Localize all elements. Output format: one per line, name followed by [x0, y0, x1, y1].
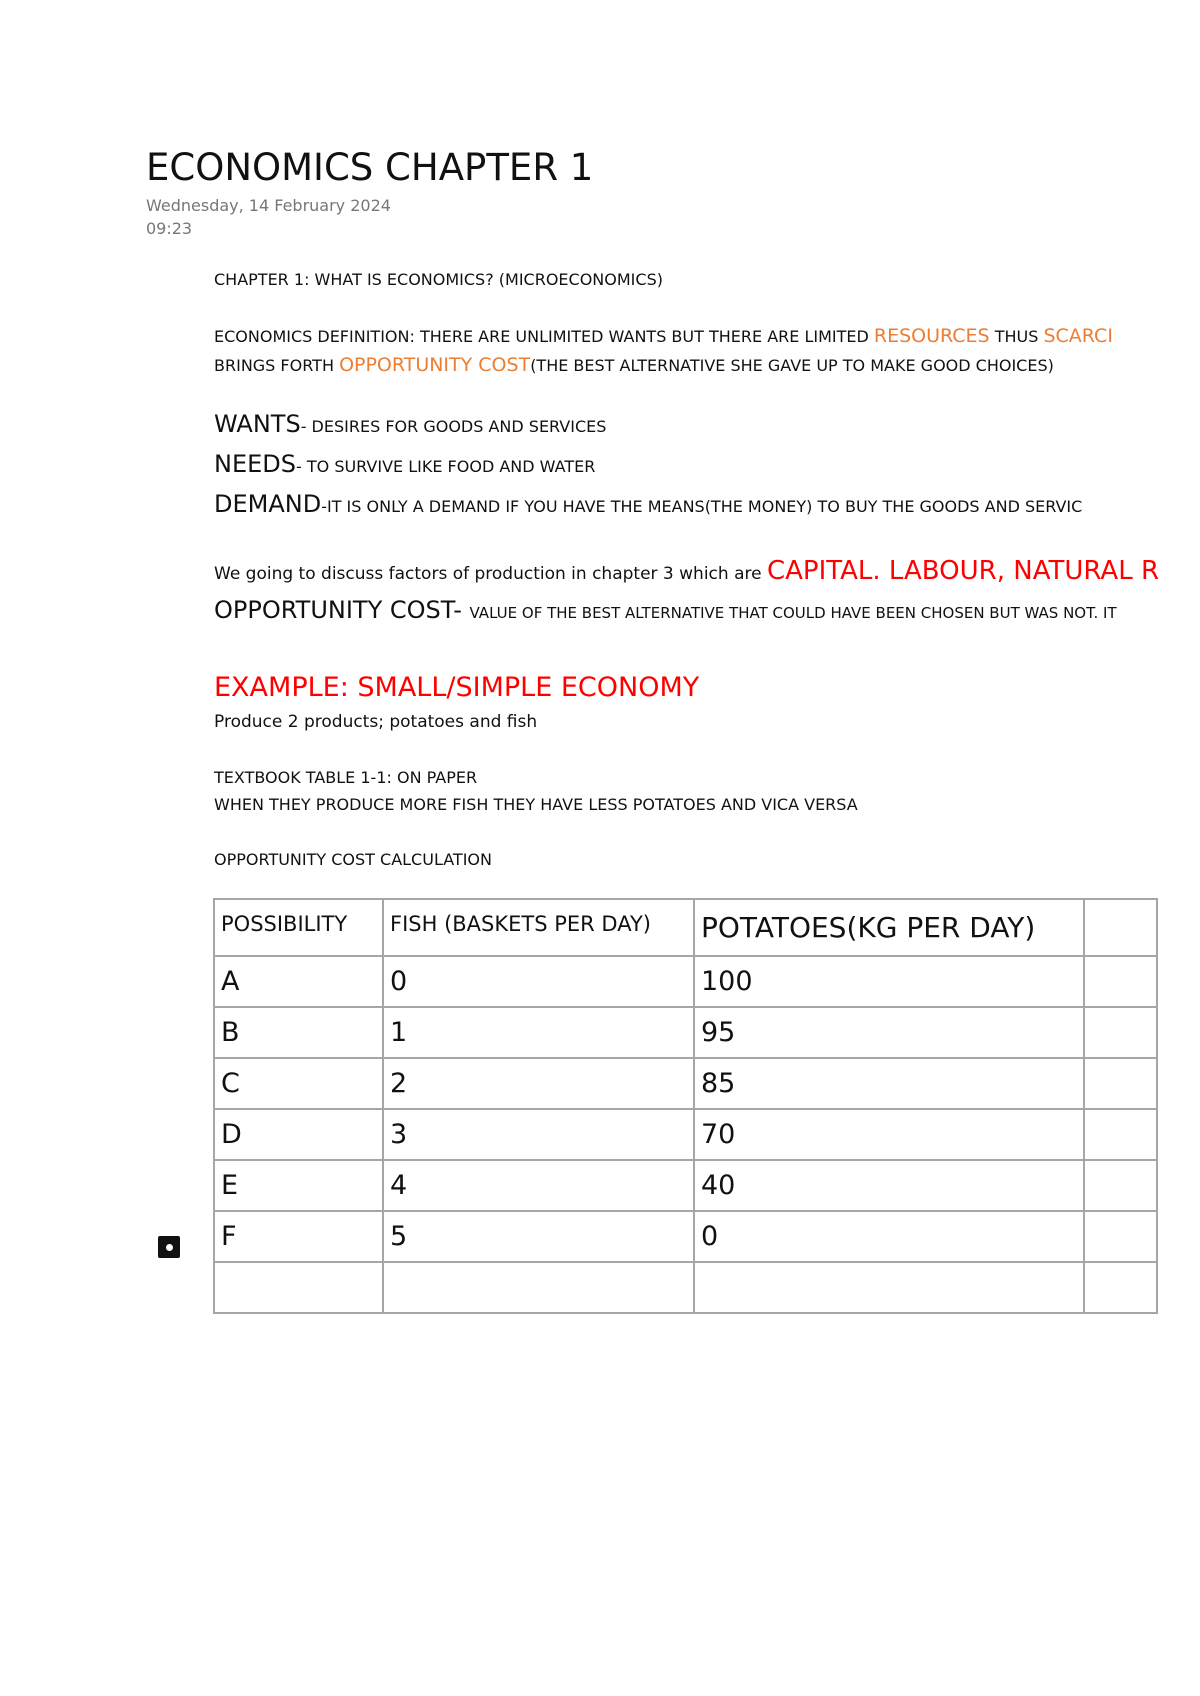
cell-fish[interactable]: 2 [383, 1058, 694, 1109]
paragraph-handle-icon[interactable] [158, 1236, 180, 1258]
cell-empty[interactable] [1084, 1160, 1157, 1211]
chapter-line: CHAPTER 1: WHAT IS ECONOMICS? (MICROECONOMICS) [214, 270, 663, 289]
definition-line-2 [214, 354, 1054, 376]
demand-term: DEMAND [214, 490, 322, 518]
cell-fish[interactable]: 0 [383, 956, 694, 1007]
cell-potatoes[interactable] [694, 1262, 1084, 1313]
cell-potatoes[interactable]: 70 [694, 1109, 1084, 1160]
cell-fish[interactable]: 1 [383, 1007, 694, 1058]
cell-potatoes[interactable]: 100 [694, 956, 1084, 1007]
table-row [214, 1160, 1157, 1211]
cell-possibility[interactable]: E [214, 1160, 383, 1211]
header-empty[interactable] [1084, 899, 1157, 956]
cell-fish[interactable]: 3 [383, 1109, 694, 1160]
example-heading: EXAMPLE: SMALL/SIMPLE ECONOMY [214, 672, 700, 703]
table-row [214, 1262, 1157, 1313]
page-title: ECONOMICS CHAPTER 1 [146, 146, 594, 189]
table-row [214, 1109, 1157, 1160]
header-possibility[interactable]: POSSIBILITY [214, 899, 383, 956]
demand-line [214, 490, 1082, 518]
production-possibilities-table [213, 898, 1158, 1314]
page-date: Wednesday, 14 February 2024 [146, 196, 391, 215]
calculation-line: OPPORTUNITY COST CALCULATION [214, 850, 492, 869]
cell-empty[interactable] [1084, 1109, 1157, 1160]
scarcity-highlight: SCARCI [1043, 325, 1113, 347]
needs-term: NEEDS [214, 450, 296, 478]
cell-potatoes[interactable]: 0 [694, 1211, 1084, 1262]
definition-thus: THUS [989, 327, 1044, 346]
table-header-row [214, 899, 1157, 956]
cell-empty[interactable] [1084, 1058, 1157, 1109]
definition-line-1 [214, 325, 1113, 347]
table-row [214, 1211, 1157, 1262]
brings-forth-text: BRINGS FORTH [214, 356, 340, 375]
opportunity-cost-highlight: OPPORTUNITY COST [339, 354, 531, 376]
opportunity-cost-term: OPPORTUNITY COST [214, 596, 454, 624]
cell-empty[interactable] [1084, 1007, 1157, 1058]
wants-line [214, 410, 606, 438]
cell-possibility[interactable]: B [214, 1007, 383, 1058]
resources-highlight: RESOURCES [873, 325, 990, 347]
opportunity-cost-explanation: (THE BEST ALTERNATIVE SHE GAVE UP TO MAKE GOOD CHOICES) [530, 356, 1054, 375]
cell-empty[interactable] [1084, 956, 1157, 1007]
cell-potatoes[interactable]: 85 [694, 1058, 1084, 1109]
opportunity-cost-desc: VALUE OF THE BEST ALTERNATIVE THAT COULD HAVE BEEN CHOSEN BUT WAS NOT. IT [469, 604, 1117, 622]
cell-potatoes[interactable]: 40 [694, 1160, 1084, 1211]
needs-line [214, 450, 595, 478]
cell-fish[interactable] [383, 1262, 694, 1313]
cell-possibility[interactable]: F [214, 1211, 383, 1262]
page-time: 09:23 [146, 219, 193, 238]
cell-empty[interactable] [1084, 1211, 1157, 1262]
factors-highlight: CAPITAL. LABOUR, NATURAL R [766, 556, 1160, 586]
factors-text: We going to discuss factors of production in chapter 3 which are [214, 564, 767, 584]
opportunity-cost-dash: - [453, 596, 470, 624]
cell-possibility[interactable]: A [214, 956, 383, 1007]
header-potatoes[interactable]: POTATOES(KG PER DAY) [694, 899, 1084, 956]
opportunity-cost-line [214, 596, 1117, 624]
header-fish[interactable]: FISH (BASKETS PER DAY) [383, 899, 694, 956]
needs-desc: - TO SURVIVE LIKE FOOD AND WATER [296, 457, 596, 476]
wants-desc: - DESIRES FOR GOODS AND SERVICES [300, 417, 607, 436]
definition-text: ECONOMICS DEFINITION: THERE ARE UNLIMITED WANTS BUT THERE ARE LIMITED [214, 327, 874, 346]
textbook-line: TEXTBOOK TABLE 1-1: ON PAPER [214, 768, 478, 787]
table-row [214, 1058, 1157, 1109]
demand-desc: -IT IS ONLY A DEMAND IF YOU HAVE THE MEANS(THE MONEY) TO BUY THE GOODS AND SERVIC [321, 497, 1083, 516]
cell-empty[interactable] [1084, 1262, 1157, 1313]
factors-line [214, 556, 1159, 586]
cell-fish[interactable]: 5 [383, 1211, 694, 1262]
cell-possibility[interactable]: C [214, 1058, 383, 1109]
cell-fish[interactable]: 4 [383, 1160, 694, 1211]
wants-term: WANTS [214, 410, 301, 438]
table-row [214, 1007, 1157, 1058]
example-sub: Produce 2 products; potatoes and fish [214, 712, 538, 732]
tradeoff-line: WHEN THEY PRODUCE MORE FISH THEY HAVE LESS POTATOES AND VICA VERSA [214, 795, 858, 814]
cell-potatoes[interactable]: 95 [694, 1007, 1084, 1058]
cell-possibility[interactable] [214, 1262, 383, 1313]
cell-possibility[interactable]: D [214, 1109, 383, 1160]
table-row [214, 956, 1157, 1007]
